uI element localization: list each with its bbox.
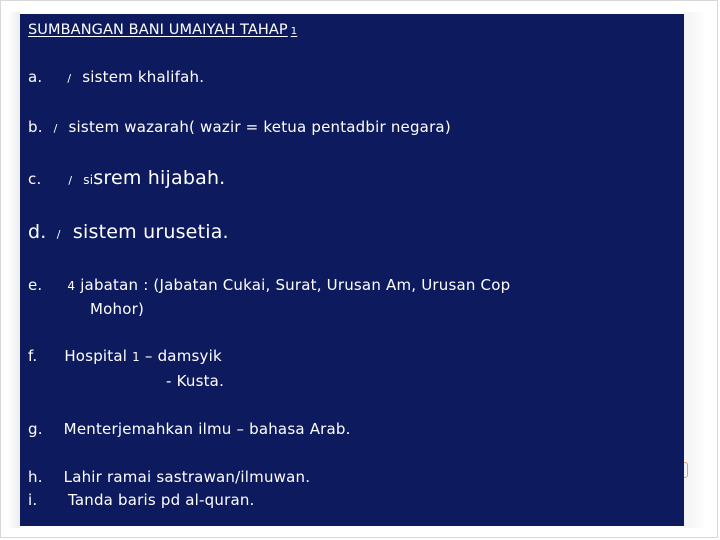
item-count: 1 (132, 350, 140, 364)
item-text: Tanda baris pd al-quran. (67, 491, 255, 509)
slide-title-number: 1 (290, 26, 298, 37)
item-text: srem hijabah. (93, 167, 226, 189)
item-text: sistem urusetia. (72, 221, 229, 243)
list-item-e-continuation (90, 300, 144, 318)
slide-shadow-right (684, 12, 706, 528)
item-separator: / (68, 174, 73, 187)
item-separator: / (53, 122, 58, 135)
item-text: Menterjemahkan ilmu – bahasa Arab. (63, 420, 351, 438)
item-marker: h. (28, 468, 43, 486)
slide-title-text: SUMBANGAN BANI UMAIYAH TAHAP (28, 22, 288, 38)
list-item-g (28, 420, 351, 438)
item-text-continued: - Kusta. (166, 372, 225, 390)
item-marker: f. (28, 347, 38, 365)
item-text: Hospital (64, 347, 128, 365)
item-separator: / (56, 228, 61, 241)
item-marker: d. (28, 221, 47, 243)
item-marker: c. (28, 170, 42, 188)
item-count: 4 (67, 279, 76, 293)
list-item-i (28, 491, 255, 509)
item-text: sistem khalifah. (82, 68, 205, 86)
item-text-continued: Mohor) (90, 300, 145, 318)
item-marker: a. (28, 68, 43, 86)
item-marker: e. (28, 276, 43, 294)
item-marker: b. (28, 118, 43, 136)
list-item-f (28, 347, 222, 365)
item-marker: g. (28, 420, 43, 438)
list-item-a (28, 68, 204, 86)
list-item-d (28, 221, 229, 243)
content-panel (20, 14, 684, 526)
slide-title (28, 22, 297, 38)
item-separator: / (67, 72, 72, 85)
item-text: Lahir ramai sastrawan/ilmuwan. (63, 468, 311, 486)
item-text-prefix: si (83, 173, 94, 187)
slide-shadow-left (8, 12, 20, 528)
item-text-b: – damsyik (144, 347, 222, 365)
list-item-c (28, 167, 225, 189)
item-text: jabatan : (Jabatan Cukai, Surat, Urusan Am, Urusan Cop (80, 276, 511, 294)
list-item-h (28, 468, 310, 486)
item-marker: i. (28, 491, 38, 509)
list-item-e (28, 276, 510, 294)
list-item-f-continuation (166, 372, 224, 390)
list-item-b (28, 118, 451, 136)
item-text: sistem wazarah( wazir = ketua pentadbir negara) (68, 118, 451, 136)
